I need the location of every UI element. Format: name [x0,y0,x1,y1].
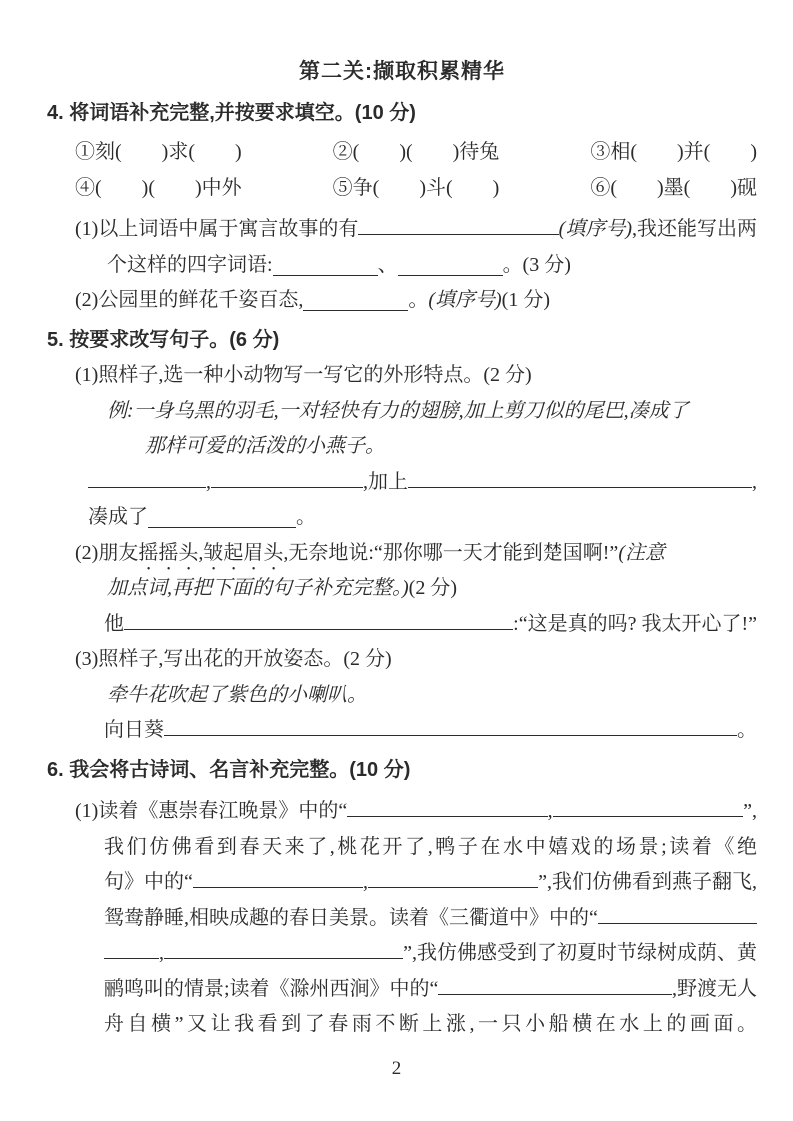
exam-content [47,54,757,1043]
text-run: ”, [743,800,757,822]
question-heading-text: 4. 将词语补充完整,并按要求填空。(10 分) [47,101,416,124]
fill-in-blank [164,938,403,959]
fill-in-blank [408,467,752,488]
text-run: 我们仿佛看到春天来了,桃花开了,鸭子在水中嬉戏的场景;读着《绝 [104,835,757,858]
document-body [47,96,757,1043]
text-run: ②( )( )待兔 [332,141,500,163]
emphasized-text: 摇摇头 [138,541,199,564]
text-run: 加点词,再把下面的句子补充完整。) [107,577,409,599]
fill-in-blank [211,467,363,488]
fill-in-blank [368,867,538,888]
q5-sub3 [47,642,757,678]
text-run: 。 [296,506,316,528]
text-run: (填序号) [428,289,502,311]
q4-sub1-line2 [47,248,757,284]
text-run: (2 分) [408,577,457,599]
fill-in-blank [148,507,296,528]
text-run: , [752,470,757,493]
emphasized-text: 皱起眉头 [203,541,284,564]
fill-in-blank [398,255,503,276]
q6-line6 [47,972,757,1008]
text-run: (2)朋友 [75,541,139,564]
text-run: 凑成了 [88,506,148,528]
q6-line1 [47,794,757,830]
q5-example-line1 [47,394,757,430]
q5-example2 [47,678,757,714]
text-run: 、 [377,253,398,276]
text-run: ④( )( )中外 [75,176,242,199]
text-run: , [198,541,204,564]
text-run: 例:一身乌黑的羽毛,一对轻快有力的翅膀,加上剪刀似的尾巴,凑成了 [107,399,689,422]
text-run: 鸳鸯静睡,相映成趣的春日美景。读着《三衢道中》中的“ [104,906,598,929]
fill-in-blank [88,467,206,488]
text-run: , [159,942,164,964]
fill-in-blank [273,255,378,276]
text-run: , [363,871,368,893]
q4-sub2 [47,283,757,319]
q4-idiom-row-2 [47,171,757,207]
text-run: ,我还能写出两 [632,218,757,240]
text-run: ③相( )并( ) [590,141,757,163]
q6-line5 [47,936,757,972]
q6-heading [47,753,757,789]
fill-in-blank [124,609,513,630]
q6-line4 [47,901,757,937]
text-run: ⑤争( )斗( ) [332,176,500,199]
q5-sub1 [47,358,757,394]
fill-in-blank [598,903,757,924]
q5-answer2 [47,713,757,749]
q4-idiom-row-1 [47,135,757,171]
text-run: 。 [737,719,757,741]
text-run: (3)照样子,写出花的开放姿态。(2 分) [75,648,392,670]
text-run: , [206,470,211,493]
q4-heading [47,96,757,132]
text-run: ⑥( )墨( )砚 [590,176,757,199]
text-run: 鹂鸣叫的情景;读着《滁州西涧》中的“ [104,977,439,1000]
text-run: 舟自横”又让我看到了春雨不断上涨,一只小船横在水上的画面。 [104,1013,757,1035]
text-run: (1)以上词语中属于寓言故事的有 [75,218,359,240]
text-run: (1 分) [501,289,550,311]
text-run: (注意 [618,541,665,564]
question-heading-text: 5. 按要求改写句子。(6 分) [47,328,280,351]
q6-line2 [47,830,757,866]
q5-answer-line [47,607,757,643]
text-run: ”,我们仿佛看到燕子翻飞, [538,871,757,893]
q5-heading [47,323,757,359]
text-run: 。 [408,289,429,311]
text-run: ,野渡无人 [672,977,757,1000]
fill-in-blank [193,867,363,888]
question-heading-text: 6. 我会将古诗词、名言补充完整。(10 分) [47,758,411,781]
text-run: 。(3 分) [502,253,571,276]
page-number: 2 [391,1058,402,1079]
q6-line7 [47,1007,757,1043]
text-run: 填序号 [565,218,626,240]
fill-in-blank [438,974,672,995]
q5-sub2-line2 [47,571,757,607]
text-run: 那样可爱的活泼的小燕子。 [145,435,385,457]
q5-fill-line1 [47,465,757,501]
text-run: ) [625,218,632,240]
text-run: ①刻( )求( ) [75,141,242,163]
text-run: 个这样的四字词语: [107,253,273,276]
text-run: (1)照样子,选一种小动物写一写它的外形特点。(2 分) [75,364,532,386]
text-run: , [547,800,553,822]
section-title: 第二关:撷取积累精华 [299,60,505,83]
text-run: :“这是真的吗? 我太开心了!” [513,612,757,635]
text-run: 牵牛花吹起了紫色的小喇叭。 [107,683,367,706]
q5-example-line2 [47,429,757,465]
fill-in-blank [303,290,408,311]
text-run: ( [558,218,566,240]
fill-in-blank [164,715,737,736]
text-run: ,加上 [363,470,408,493]
text-run: 向日葵 [104,719,164,741]
text-run: (1)读着《惠崇春江晚景》中的“ [75,800,348,822]
text-run: (2)公园里的鲜花千姿百态, [75,289,304,311]
fill-in-blank [553,796,743,817]
text-run: 他 [104,612,124,635]
q6-line3 [47,865,757,901]
q5-sub2-line1 [47,536,757,572]
text-run: ”,我仿佛感受到了初夏时节绿树成荫、黄 [403,942,757,964]
fill-in-blank [104,938,159,959]
q5-fill-line2 [47,500,757,536]
text-run: 句》中的“ [104,871,193,893]
q4-sub1-line1 [47,212,757,248]
fill-in-blank [358,214,558,235]
fill-in-blank [347,796,547,817]
text-run: ,无奈地说:“那你哪一天才能到楚国啊!” [283,541,619,564]
